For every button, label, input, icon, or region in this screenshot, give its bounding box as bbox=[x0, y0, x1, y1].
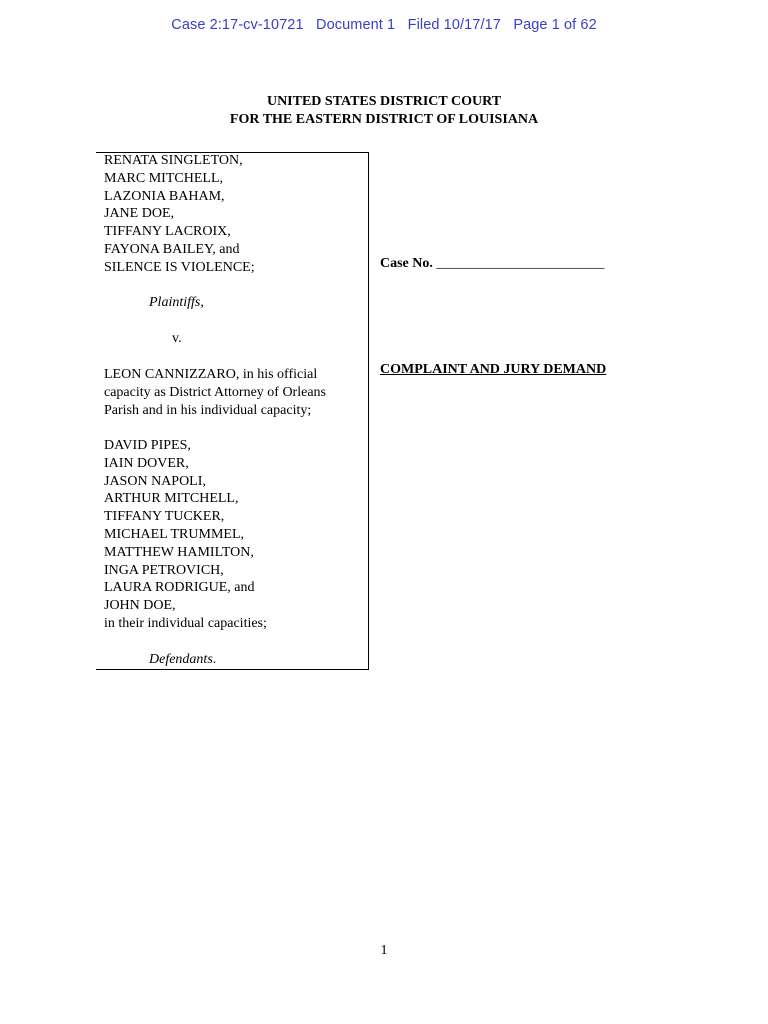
court-title bbox=[0, 93, 768, 129]
ecf-document-number: Document 1 bbox=[316, 17, 396, 33]
defendant-name: JASON NAPOLI, bbox=[104, 473, 206, 489]
defendant-name: TIFFANY TUCKER, bbox=[104, 509, 225, 525]
ecf-case-number: Case 2:17-cv-10721 bbox=[171, 17, 304, 33]
plaintiff-name: RENATA SINGLETON, bbox=[104, 153, 243, 168]
defendant-name: INGA PETROVICH, bbox=[104, 562, 224, 578]
complaint-title: COMPLAINT AND JURY DEMAND bbox=[380, 362, 607, 377]
plaintiff-name: TIFFANY LACROIX, bbox=[104, 224, 231, 240]
case-number-blank: ________________________ bbox=[436, 256, 605, 271]
plaintiffs-role-text: Plaintiffs bbox=[149, 295, 201, 310]
defendant-capacity-note: in their individual capacities; bbox=[104, 615, 267, 631]
defendant-name: MATTHEW HAMILTON, bbox=[104, 544, 254, 560]
court-title-line-1: UNITED STATES DISTRICT COURT bbox=[266, 94, 502, 109]
plaintiffs-role-punct: , bbox=[200, 295, 204, 310]
plaintiff-name: JANE DOE, bbox=[104, 206, 174, 222]
defendant-name: DAVID PIPES, bbox=[104, 438, 191, 453]
plaintiff-name: LAZONIA BAHAM, bbox=[104, 188, 225, 204]
defendant-name: LAURA RODRIGUE, and bbox=[104, 580, 255, 596]
defendants-role-text: Defendants bbox=[149, 652, 213, 667]
plaintiff-name: SILENCE IS VIOLENCE; bbox=[104, 259, 255, 275]
case-number-field bbox=[380, 256, 604, 272]
ecf-page-count: Page 1 of 62 bbox=[513, 17, 597, 33]
plaintiffs-role-label bbox=[149, 295, 204, 311]
versus-label: v. bbox=[172, 331, 182, 346]
defendant-name: ARTHUR MITCHELL, bbox=[104, 491, 239, 507]
plaintiff-name: MARC MITCHELL, bbox=[104, 170, 223, 186]
lead-defendant bbox=[104, 366, 326, 419]
lead-defendant-line: capacity as District Attorney of Orleans bbox=[104, 384, 326, 400]
defendants-role-label bbox=[149, 652, 216, 668]
plaintiff-name: FAYONA BAILEY, and bbox=[104, 241, 240, 257]
lead-defendant-line: LEON CANNIZZARO, in his official bbox=[104, 367, 318, 382]
defendant-name: IAIN DOVER, bbox=[104, 455, 189, 471]
lead-defendant-line: Parish and in his individual capacity; bbox=[104, 402, 312, 418]
case-number-label: Case No. bbox=[380, 256, 433, 271]
defendant-name: JOHN DOE, bbox=[104, 598, 176, 614]
defendants-list bbox=[104, 437, 267, 633]
plaintiffs-list bbox=[104, 152, 255, 277]
court-title-line-2: FOR THE EASTERN DISTRICT OF LOUISIANA bbox=[229, 112, 539, 127]
page-number: 1 bbox=[380, 943, 388, 958]
ecf-filing-header bbox=[0, 17, 768, 33]
defendant-name: MICHAEL TRUMMEL, bbox=[104, 526, 244, 542]
defendants-role-punct: . bbox=[212, 652, 217, 667]
ecf-filed-date: Filed 10/17/17 bbox=[407, 17, 501, 33]
